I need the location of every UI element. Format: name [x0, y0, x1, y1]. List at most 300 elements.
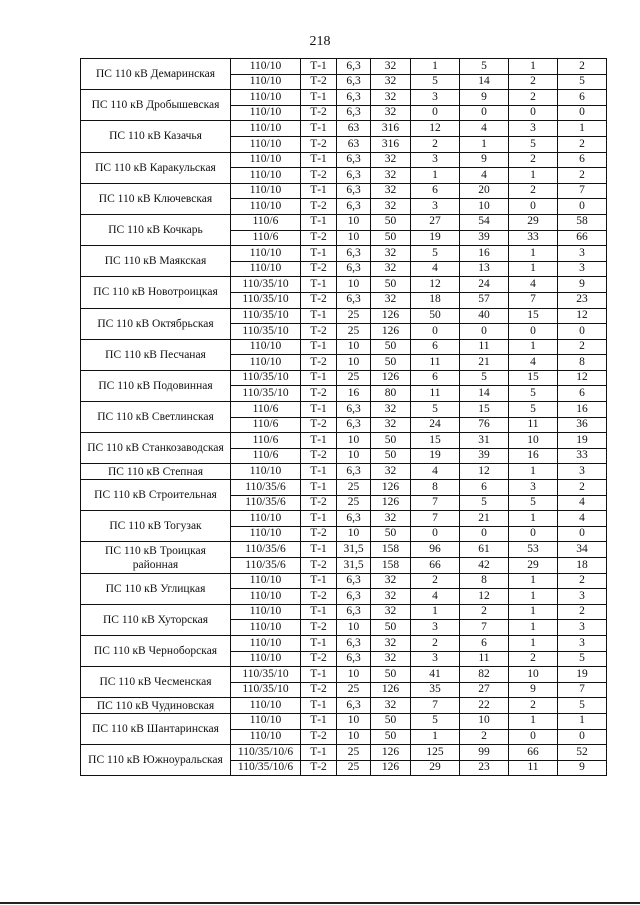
value-cell-3: 4 — [509, 355, 558, 371]
value-cell-4: 0 — [558, 729, 607, 745]
value-cell-4: 1 — [558, 121, 607, 137]
table-row — [81, 339, 607, 355]
value-cell-1: 1 — [411, 604, 460, 620]
power-cell: 6,3 — [337, 635, 371, 651]
power-cell: 6,3 — [337, 651, 371, 667]
transformer-cell: Т-1 — [301, 246, 337, 262]
table-row — [81, 277, 607, 293]
value-cell-4: 12 — [558, 308, 607, 324]
value-cell-2: 12 — [460, 464, 509, 480]
value-cell-3: 4 — [509, 277, 558, 293]
value-cell-3: 33 — [509, 230, 558, 246]
value-cell-4: 58 — [558, 214, 607, 230]
power-cell: 6,3 — [337, 246, 371, 262]
substation-name-cell: ПС 110 кВ Подовинная — [81, 370, 231, 401]
value-cell-2: 5 — [460, 495, 509, 511]
power-cell: 10 — [337, 526, 371, 542]
value-cell-4: 3 — [558, 261, 607, 277]
value-cell-1: 15 — [411, 433, 460, 449]
voltage-cell: 110/10 — [231, 121, 301, 137]
power-cell: 25 — [337, 682, 371, 698]
current-cell: 316 — [371, 136, 411, 152]
substation-name-cell: ПС 110 кВ Углицкая — [81, 573, 231, 604]
value-cell-2: 13 — [460, 261, 509, 277]
value-cell-4: 19 — [558, 433, 607, 449]
value-cell-4: 6 — [558, 90, 607, 106]
value-cell-1: 1 — [411, 168, 460, 184]
table-row — [81, 698, 607, 714]
power-cell: 6,3 — [337, 464, 371, 480]
transformer-cell: Т-2 — [301, 261, 337, 277]
value-cell-1: 29 — [411, 760, 460, 776]
current-cell: 32 — [371, 199, 411, 215]
voltage-cell: 110/10 — [231, 74, 301, 90]
voltage-cell: 110/10 — [231, 589, 301, 605]
value-cell-1: 5 — [411, 246, 460, 262]
value-cell-4: 34 — [558, 542, 607, 558]
power-cell: 10 — [337, 713, 371, 729]
value-cell-2: 22 — [460, 698, 509, 714]
voltage-cell: 110/35/10 — [231, 386, 301, 402]
value-cell-1: 6 — [411, 339, 460, 355]
current-cell: 50 — [371, 526, 411, 542]
value-cell-1: 35 — [411, 682, 460, 698]
table-row — [81, 604, 607, 620]
value-cell-4: 6 — [558, 386, 607, 402]
substation-name-cell: ПС 110 кВ Песчаная — [81, 339, 231, 370]
value-cell-1: 12 — [411, 277, 460, 293]
current-cell: 50 — [371, 448, 411, 464]
substation-name-cell: ПС 110 кВ Черноборская — [81, 635, 231, 666]
value-cell-1: 19 — [411, 448, 460, 464]
transformer-cell: Т-2 — [301, 526, 337, 542]
table-row — [81, 511, 607, 527]
power-cell: 6,3 — [337, 511, 371, 527]
transformer-cell: Т-1 — [301, 604, 337, 620]
value-cell-2: 11 — [460, 651, 509, 667]
value-cell-3: 2 — [509, 152, 558, 168]
current-cell: 32 — [371, 74, 411, 90]
transformer-cell: Т-2 — [301, 105, 337, 121]
table-row — [81, 635, 607, 651]
power-cell: 10 — [337, 355, 371, 371]
value-cell-2: 57 — [460, 292, 509, 308]
value-cell-1: 3 — [411, 620, 460, 636]
substation-name-cell: ПС 110 кВ Кочкарь — [81, 214, 231, 245]
value-cell-1: 96 — [411, 542, 460, 558]
value-cell-2: 2 — [460, 729, 509, 745]
transformer-cell: Т-2 — [301, 417, 337, 433]
transformer-cell: Т-2 — [301, 589, 337, 605]
power-cell: 10 — [337, 230, 371, 246]
transformer-cell: Т-1 — [301, 339, 337, 355]
value-cell-2: 27 — [460, 682, 509, 698]
current-cell: 32 — [371, 511, 411, 527]
value-cell-3: 2 — [509, 698, 558, 714]
value-cell-2: 2 — [460, 604, 509, 620]
value-cell-1: 5 — [411, 402, 460, 418]
value-cell-4: 5 — [558, 74, 607, 90]
voltage-cell: 110/6 — [231, 230, 301, 246]
voltage-cell: 110/10 — [231, 620, 301, 636]
voltage-cell: 110/10 — [231, 573, 301, 589]
transformer-cell: Т-1 — [301, 667, 337, 683]
voltage-cell: 110/10 — [231, 355, 301, 371]
transformer-cell: Т-1 — [301, 370, 337, 386]
value-cell-4: 36 — [558, 417, 607, 433]
power-cell: 6,3 — [337, 183, 371, 199]
voltage-cell: 110/10 — [231, 729, 301, 745]
value-cell-3: 1 — [509, 604, 558, 620]
value-cell-2: 24 — [460, 277, 509, 293]
value-cell-3: 0 — [509, 324, 558, 340]
value-cell-3: 1 — [509, 620, 558, 636]
value-cell-2: 20 — [460, 183, 509, 199]
table-row — [81, 573, 607, 589]
substation-name-cell: ПС 110 кВ Строительная — [81, 480, 231, 511]
value-cell-2: 21 — [460, 511, 509, 527]
substation-name-cell: ПС 110 кВ Казачья — [81, 121, 231, 152]
power-cell: 16 — [337, 386, 371, 402]
current-cell: 32 — [371, 152, 411, 168]
value-cell-2: 15 — [460, 402, 509, 418]
substation-name-cell: ПС 110 кВ Каракульская — [81, 152, 231, 183]
table-row — [81, 370, 607, 386]
transformer-cell: Т-2 — [301, 168, 337, 184]
transformer-cell: Т-1 — [301, 152, 337, 168]
value-cell-3: 1 — [509, 573, 558, 589]
value-cell-1: 1 — [411, 729, 460, 745]
voltage-cell: 110/10 — [231, 136, 301, 152]
voltage-cell: 110/10 — [231, 246, 301, 262]
current-cell: 32 — [371, 261, 411, 277]
current-cell: 32 — [371, 635, 411, 651]
value-cell-4: 23 — [558, 292, 607, 308]
value-cell-1: 2 — [411, 573, 460, 589]
current-cell: 32 — [371, 183, 411, 199]
value-cell-3: 29 — [509, 558, 558, 574]
value-cell-2: 6 — [460, 480, 509, 496]
transformer-cell: Т-2 — [301, 651, 337, 667]
power-cell: 63 — [337, 136, 371, 152]
value-cell-2: 39 — [460, 230, 509, 246]
current-cell: 32 — [371, 417, 411, 433]
power-cell: 63 — [337, 121, 371, 137]
current-cell: 316 — [371, 121, 411, 137]
current-cell: 126 — [371, 745, 411, 761]
transformer-cell: Т-2 — [301, 292, 337, 308]
current-cell: 50 — [371, 214, 411, 230]
table-row — [81, 183, 607, 199]
current-cell: 50 — [371, 277, 411, 293]
value-cell-3: 1 — [509, 713, 558, 729]
value-cell-4: 3 — [558, 589, 607, 605]
voltage-cell: 110/35/6 — [231, 542, 301, 558]
transformer-cell: Т-1 — [301, 402, 337, 418]
table-row — [81, 152, 607, 168]
current-cell: 50 — [371, 339, 411, 355]
value-cell-2: 9 — [460, 90, 509, 106]
power-cell: 31,5 — [337, 558, 371, 574]
value-cell-3: 0 — [509, 105, 558, 121]
transformer-cell: Т-1 — [301, 511, 337, 527]
power-cell: 6,3 — [337, 168, 371, 184]
value-cell-1: 7 — [411, 495, 460, 511]
value-cell-4: 33 — [558, 448, 607, 464]
voltage-cell: 110/10 — [231, 713, 301, 729]
value-cell-1: 4 — [411, 261, 460, 277]
transformer-cell: Т-1 — [301, 480, 337, 496]
value-cell-3: 0 — [509, 729, 558, 745]
value-cell-3: 1 — [509, 339, 558, 355]
table-row — [81, 667, 607, 683]
current-cell: 50 — [371, 729, 411, 745]
current-cell: 50 — [371, 433, 411, 449]
value-cell-4: 12 — [558, 370, 607, 386]
voltage-cell: 110/10 — [231, 698, 301, 714]
table-row — [81, 433, 607, 449]
value-cell-1: 0 — [411, 324, 460, 340]
table-row — [81, 246, 607, 262]
substation-name-cell: ПС 110 кВ Троицкая районная — [81, 542, 231, 573]
value-cell-4: 3 — [558, 635, 607, 651]
value-cell-2: 14 — [460, 386, 509, 402]
transformer-cell: Т-2 — [301, 74, 337, 90]
value-cell-4: 2 — [558, 573, 607, 589]
value-cell-3: 2 — [509, 90, 558, 106]
transformer-cell: Т-2 — [301, 324, 337, 340]
value-cell-1: 11 — [411, 386, 460, 402]
transformer-cell: Т-2 — [301, 136, 337, 152]
voltage-cell: 110/10 — [231, 339, 301, 355]
value-cell-4: 3 — [558, 620, 607, 636]
voltage-cell: 110/10 — [231, 183, 301, 199]
substation-name-cell: ПС 110 кВ Чудиновская — [81, 698, 231, 714]
substation-name-cell: ПС 110 кВ Демаринская — [81, 59, 231, 90]
value-cell-3: 5 — [509, 136, 558, 152]
value-cell-1: 0 — [411, 526, 460, 542]
table-row — [81, 713, 607, 729]
voltage-cell: 110/35/6 — [231, 495, 301, 511]
value-cell-4: 3 — [558, 464, 607, 480]
transformer-cell: Т-2 — [301, 760, 337, 776]
power-cell: 6,3 — [337, 59, 371, 75]
value-cell-4: 2 — [558, 168, 607, 184]
voltage-cell: 110/6 — [231, 214, 301, 230]
table-row — [81, 402, 607, 418]
table-row — [81, 464, 607, 480]
value-cell-2: 54 — [460, 214, 509, 230]
voltage-cell: 110/10 — [231, 261, 301, 277]
value-cell-2: 5 — [460, 370, 509, 386]
voltage-cell: 110/10 — [231, 651, 301, 667]
current-cell: 32 — [371, 105, 411, 121]
current-cell: 50 — [371, 667, 411, 683]
value-cell-2: 4 — [460, 121, 509, 137]
value-cell-4: 0 — [558, 199, 607, 215]
current-cell: 50 — [371, 713, 411, 729]
voltage-cell: 110/10 — [231, 511, 301, 527]
substation-name-cell: ПС 110 кВ Южноуральская — [81, 745, 231, 776]
value-cell-4: 66 — [558, 230, 607, 246]
transformer-cell: Т-2 — [301, 199, 337, 215]
current-cell: 32 — [371, 698, 411, 714]
voltage-cell: 110/6 — [231, 402, 301, 418]
value-cell-3: 3 — [509, 480, 558, 496]
value-cell-4: 19 — [558, 667, 607, 683]
voltage-cell: 110/35/6 — [231, 558, 301, 574]
value-cell-2: 9 — [460, 152, 509, 168]
value-cell-3: 5 — [509, 495, 558, 511]
value-cell-3: 0 — [509, 199, 558, 215]
value-cell-2: 6 — [460, 635, 509, 651]
value-cell-2: 23 — [460, 760, 509, 776]
current-cell: 32 — [371, 90, 411, 106]
current-cell: 158 — [371, 558, 411, 574]
value-cell-1: 4 — [411, 464, 460, 480]
value-cell-1: 3 — [411, 152, 460, 168]
transformer-cell: Т-2 — [301, 386, 337, 402]
value-cell-1: 2 — [411, 136, 460, 152]
value-cell-3: 5 — [509, 386, 558, 402]
voltage-cell: 110/35/10 — [231, 308, 301, 324]
value-cell-2: 5 — [460, 59, 509, 75]
value-cell-3: 29 — [509, 214, 558, 230]
value-cell-4: 6 — [558, 152, 607, 168]
value-cell-1: 3 — [411, 199, 460, 215]
value-cell-2: 31 — [460, 433, 509, 449]
voltage-cell: 110/10 — [231, 199, 301, 215]
value-cell-1: 125 — [411, 745, 460, 761]
value-cell-4: 0 — [558, 324, 607, 340]
value-cell-1: 50 — [411, 308, 460, 324]
substation-name-cell: ПС 110 кВ Маякская — [81, 246, 231, 277]
value-cell-2: 16 — [460, 246, 509, 262]
transformer-cell: Т-2 — [301, 620, 337, 636]
value-cell-2: 10 — [460, 199, 509, 215]
current-cell: 50 — [371, 355, 411, 371]
transformer-cell: Т-1 — [301, 464, 337, 480]
value-cell-3: 11 — [509, 760, 558, 776]
transformer-cell: Т-1 — [301, 433, 337, 449]
power-cell: 6,3 — [337, 152, 371, 168]
current-cell: 32 — [371, 573, 411, 589]
voltage-cell: 110/6 — [231, 417, 301, 433]
table-row — [81, 542, 607, 558]
current-cell: 50 — [371, 620, 411, 636]
value-cell-4: 16 — [558, 402, 607, 418]
current-cell: 32 — [371, 589, 411, 605]
value-cell-1: 8 — [411, 480, 460, 496]
value-cell-4: 18 — [558, 558, 607, 574]
value-cell-3: 7 — [509, 292, 558, 308]
value-cell-2: 7 — [460, 620, 509, 636]
voltage-cell: 110/35/10 — [231, 292, 301, 308]
value-cell-1: 11 — [411, 355, 460, 371]
voltage-cell: 110/10 — [231, 105, 301, 121]
value-cell-4: 0 — [558, 105, 607, 121]
value-cell-1: 7 — [411, 511, 460, 527]
power-cell: 10 — [337, 667, 371, 683]
value-cell-3: 53 — [509, 542, 558, 558]
value-cell-4: 3 — [558, 246, 607, 262]
value-cell-1: 3 — [411, 651, 460, 667]
transformer-cell: Т-1 — [301, 713, 337, 729]
current-cell: 126 — [371, 495, 411, 511]
current-cell: 32 — [371, 246, 411, 262]
power-cell: 10 — [337, 214, 371, 230]
value-cell-3: 1 — [509, 246, 558, 262]
substation-name-cell: ПС 110 кВ Дробышевская — [81, 90, 231, 121]
value-cell-2: 42 — [460, 558, 509, 574]
power-cell: 6,3 — [337, 199, 371, 215]
power-cell: 25 — [337, 760, 371, 776]
value-cell-2: 39 — [460, 448, 509, 464]
current-cell: 50 — [371, 230, 411, 246]
transformer-cell: Т-1 — [301, 573, 337, 589]
transformer-cell: Т-2 — [301, 448, 337, 464]
voltage-cell: 110/35/10/6 — [231, 760, 301, 776]
value-cell-4: 1 — [558, 713, 607, 729]
value-cell-1: 4 — [411, 589, 460, 605]
voltage-cell: 110/10 — [231, 152, 301, 168]
power-cell: 10 — [337, 448, 371, 464]
value-cell-1: 6 — [411, 183, 460, 199]
substation-name-cell: ПС 110 кВ Светлинская — [81, 402, 231, 433]
value-cell-2: 1 — [460, 136, 509, 152]
value-cell-3: 9 — [509, 682, 558, 698]
value-cell-2: 61 — [460, 542, 509, 558]
value-cell-3: 11 — [509, 417, 558, 433]
value-cell-4: 7 — [558, 183, 607, 199]
voltage-cell: 110/35/6 — [231, 480, 301, 496]
transformer-cell: Т-1 — [301, 308, 337, 324]
value-cell-1: 0 — [411, 105, 460, 121]
substation-name-cell: ПС 110 кВ Новотроицкая — [81, 277, 231, 308]
current-cell: 32 — [371, 604, 411, 620]
value-cell-3: 0 — [509, 526, 558, 542]
value-cell-4: 7 — [558, 682, 607, 698]
bottom-rule — [0, 902, 640, 904]
value-cell-3: 2 — [509, 651, 558, 667]
value-cell-2: 99 — [460, 745, 509, 761]
value-cell-4: 2 — [558, 604, 607, 620]
current-cell: 32 — [371, 168, 411, 184]
page-number: 218 — [309, 34, 331, 49]
value-cell-2: 21 — [460, 355, 509, 371]
substation-name-cell: ПС 110 кВ Степная — [81, 464, 231, 480]
table-row — [81, 308, 607, 324]
power-cell: 6,3 — [337, 261, 371, 277]
transformer-cell: Т-1 — [301, 277, 337, 293]
value-cell-1: 5 — [411, 713, 460, 729]
value-cell-1: 66 — [411, 558, 460, 574]
value-cell-4: 8 — [558, 355, 607, 371]
table-body — [81, 59, 607, 776]
voltage-cell: 110/6 — [231, 433, 301, 449]
value-cell-4: 0 — [558, 526, 607, 542]
value-cell-4: 4 — [558, 495, 607, 511]
power-cell: 6,3 — [337, 698, 371, 714]
current-cell: 126 — [371, 760, 411, 776]
value-cell-2: 82 — [460, 667, 509, 683]
transformer-cell: Т-1 — [301, 214, 337, 230]
current-cell: 126 — [371, 324, 411, 340]
power-cell: 6,3 — [337, 417, 371, 433]
value-cell-2: 0 — [460, 324, 509, 340]
value-cell-2: 4 — [460, 168, 509, 184]
substation-name-cell: ПС 110 кВ Чесменская — [81, 667, 231, 698]
